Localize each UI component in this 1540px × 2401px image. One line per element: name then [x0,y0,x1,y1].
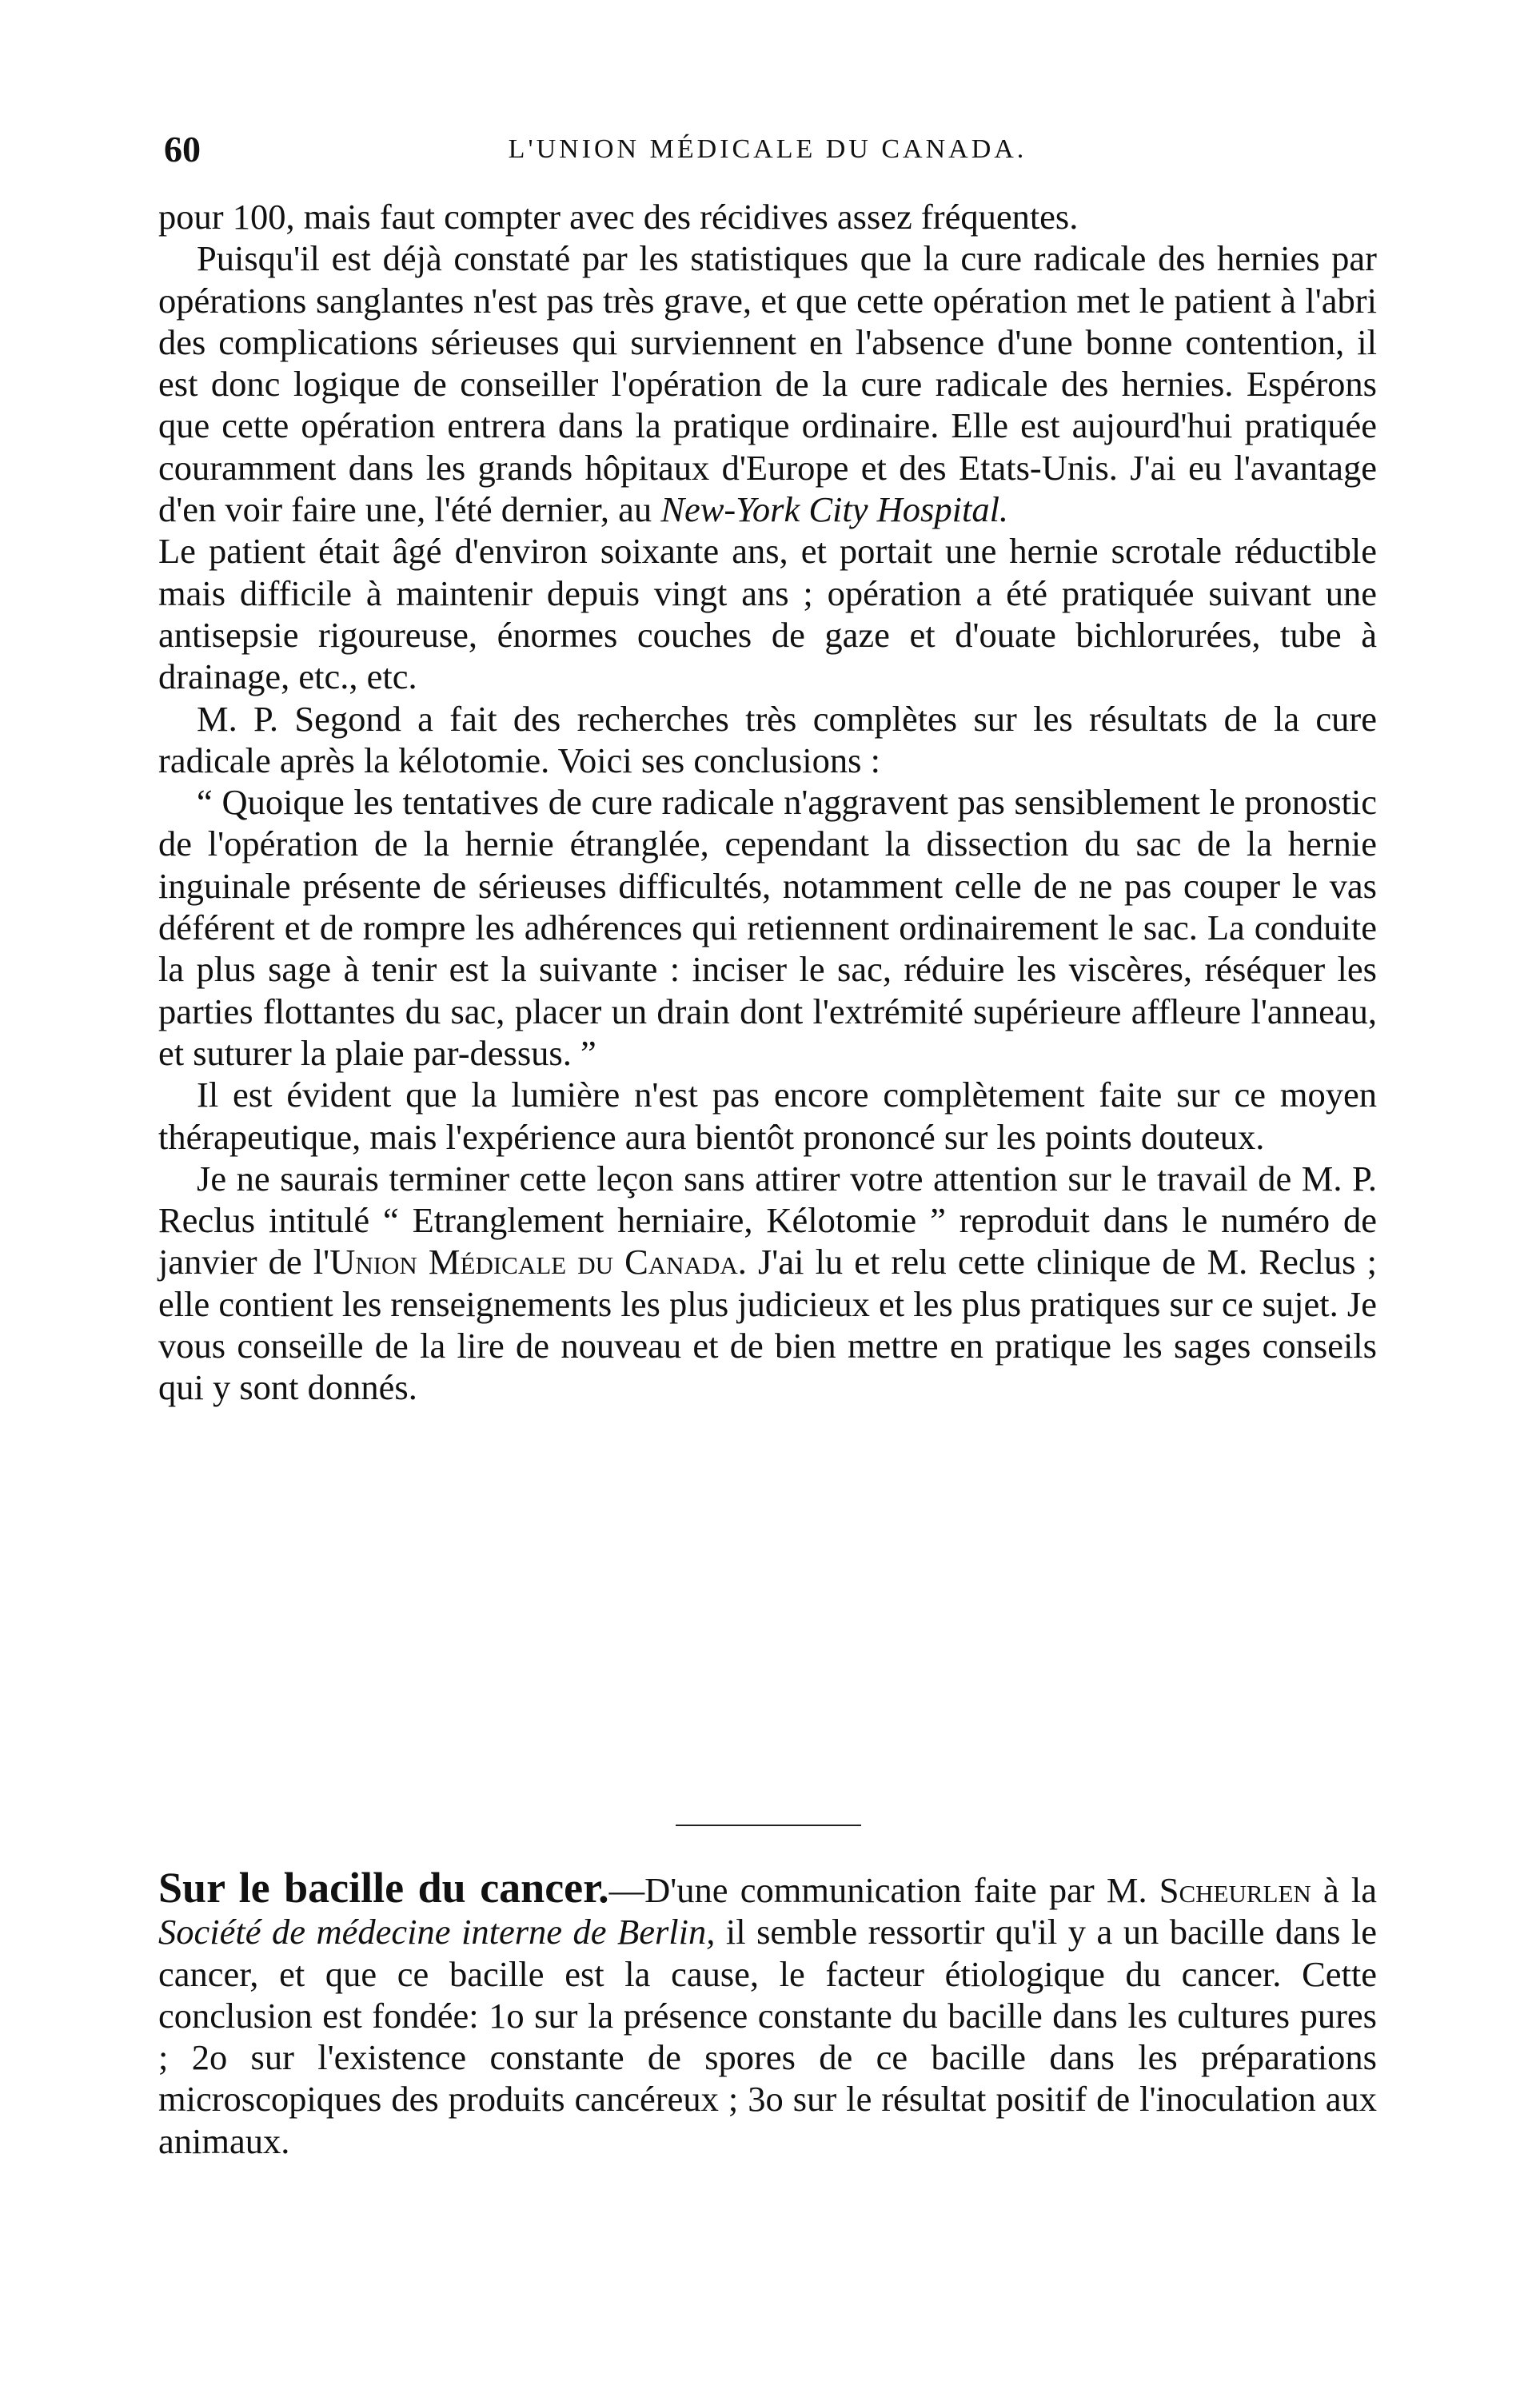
article-text-c: il semble ressortir qu'il y a un bacille dans le cancer, et que ce bacille est la cause, le facteur étiologique du cancer. Cette conclusion est fondée: 1o sur la présence constante du bacille dans les cultures pures ; 2o sur l'existence constante de spores de ce bacille dans les préparations microscopiques des produits cancéreux ; 3o sur le résultat positif de l'inoculation aux animaux. [158,1912,1377,2161]
article-text-b: à la [1311,1870,1377,1910]
author-name: Scheurlen [1159,1870,1311,1910]
page-number: 60 [164,129,201,170]
journal-name: Union Médicale du Canada. [329,1242,747,1282]
paragraph-7-text-a: Je ne saurais terminer cette leçon sans attirer votre attention sur le travail de M. P. Reclus intitulé “ Etranglement herniaire, Kélotomie ” reproduit dans le numéro de janvier de l' [158,1158,1377,1282]
article-text-a: —D'une communication faite par M. [608,1870,1159,1910]
paragraph-1: pour 100, mais faut compter avec des récidives assez fréquentes. [158,197,1079,237]
paragraph-5-quote: “ Quoique les tentatives de cure radicale n'aggravent pas sensiblement le pronostic de l'opération de la hernie étranglée, cependant la dissection du sac de la hernie inguinale présente de sérieuses difficultés, notamment celle de ne pas couper le vas déférent et de rompre les adhérences qui retiennent ordinairement le sac. La conduite la plus sage à tenir est la suivante : inciser le sac, réduire les viscères, réséquer les parties flottantes du sac, placer un drain dont l'extrémité supérieure affleure l'anneau, et suturer la plaie par-dessus. ” [158,782,1377,1073]
section-divider [676,1825,861,1826]
society-name: Société de médecine interne de Berlin, [158,1912,716,1952]
paragraph-4: M. P. Segond a fait des recherches très complètes sur les résultats de la cure radicale après la kélotomie. Voici ses conclusions : [158,698,1377,780]
paragraph-2 [158,237,1377,530]
paragraph-7-text-b: J'ai lu et relu cette clinique de M. Reclus ; elle contient les renseignements les plus judicieux et les plus pratiques sur ce sujet. Je vous conseille de la lire de nouveau et de bien mettre en pratique les sages conseils qui y sont donnés. [158,1242,1377,1408]
article-paragraph [158,1864,1377,2162]
article-bacille-cancer [158,1864,1377,2162]
running-title: L'UNION MÉDICALE DU CANADA. [508,134,1027,164]
paragraph-2-text: Puisqu'il est déjà constaté par les statistiques que la cure radicale des hernies par opérations sanglantes n'est pas très grave, et que cette opération met le patient à l'abri des complications sérieuses qui surviennent en l'absence d'une bonne contention, il est donc logique de conseiller l'opération de la cure radicale des hernies. Espérons que cette opération entrera dans la pratique ordinaire. Elle est aujourd'hui pratiquée couramment dans les grands hôpitaux d'Europe et des Etats-Unis. J'ai eu l'avantage d'en voir faire une, l'été dernier, au [158,238,1377,530]
page-header [164,128,1371,176]
main-text [158,196,1377,1409]
paragraph-6: Il est évident que la lumière n'est pas encore complètement faite sur ce moyen thérapeutique, mais l'expérience aura bientôt prononcé sur les points douteux. [158,1075,1377,1157]
paragraph-7 [158,1158,1377,1409]
paragraph-3: Le patient était âgé d'environ soixante ans, et portait une hernie scrotale réductible mais difficile à maintenir depuis vingt ans ; opération a été pratiquée suivant une antisepsie rigoureuse, énormes couches de gaze et d'ouate bichlorurées, tube à drainage, etc., etc. [158,531,1377,697]
hospital-name: New-York City Hospital. [660,489,1009,530]
article-title: Sur le bacille du cancer. [158,1864,609,1912]
